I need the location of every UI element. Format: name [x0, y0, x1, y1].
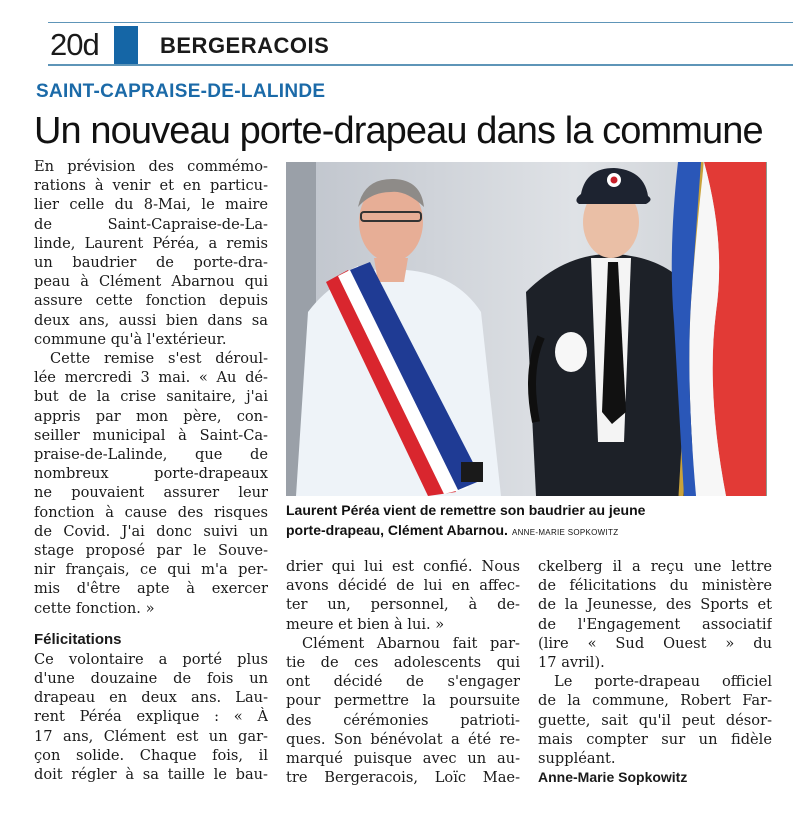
text-line: de Saint-Capraise-de-La-: [34, 215, 268, 233]
photo-credit: ANNE-MARIE SOPKOWITZ: [511, 528, 619, 537]
text-line: deux ans, aussi bien dans sa: [34, 311, 268, 329]
text-line: commune qu'à l'extérieur.: [34, 330, 227, 348]
text-line: 17 ans, Clément est un gar-: [34, 727, 268, 745]
caption-line-1: Laurent Péréa vient de remettre son baudrier au jeune: [286, 502, 646, 518]
text-line: cette fonction. »: [34, 599, 155, 617]
article-column-2: [286, 557, 520, 787]
text-line: Cette remise s'est déroul-: [50, 350, 268, 368]
top-rule: [48, 22, 793, 23]
article-column-3: [538, 557, 772, 787]
text-line: but de la crise sanitaire, j'ai: [34, 388, 268, 406]
section-color-block: [114, 26, 138, 64]
text-line: Ce volontaire a porté plus: [34, 650, 268, 668]
article-photo: [286, 162, 767, 496]
text-line: nir français, ce qui m'a per-: [34, 561, 268, 579]
text-line: lier celle du 8-Mai, le maire: [34, 196, 268, 214]
text-line: rations à venir et en particu-: [34, 177, 268, 195]
text-line: drapeau en deux ans. Lau-: [34, 689, 268, 707]
text-line: des cérémonies patrioti-: [286, 711, 520, 729]
text-line: avons décidé de lui en affec-: [286, 577, 520, 595]
text-line: assure cette fonction depuis: [34, 292, 268, 310]
photo-illustration: [286, 162, 767, 496]
text-line: En prévision des commémo-: [34, 158, 268, 175]
text-line: mis d'être apte à exercer: [34, 580, 268, 598]
text-line: de Covid. J'ai donc suivi un: [34, 522, 268, 540]
text-line: fonction à cause des risques: [34, 503, 268, 521]
photo-caption: [286, 500, 776, 543]
text-line: pour permettre la poursuite: [286, 692, 520, 710]
text-line: de la Jeunesse, des Sports et: [538, 596, 772, 614]
text-line: stage proposé par le Souve-: [34, 542, 268, 560]
text-line: drier qui lui est confié. Nous: [286, 558, 520, 575]
text-line: çon solide. Chaque fois, il: [34, 746, 268, 764]
text-line: nombreux porte-drapeaux: [34, 465, 268, 483]
text-line: doit régler à sa taille le bau-: [34, 766, 268, 784]
text-line: d'une douzaine de fois un: [34, 670, 268, 688]
caption-line-2: porte-drapeau, Clément Abarnou.: [286, 522, 508, 538]
text-line: ter un, personnel, à de-: [286, 596, 520, 614]
text-line: praise-de-Lalinde, que de: [34, 446, 268, 464]
text-line: tie de ces adolescents qui: [286, 654, 520, 672]
page-header: [48, 26, 793, 64]
text-line: Le porte-drapeau officiel: [554, 673, 772, 691]
article-kicker: SAINT-CAPRAISE-DE-LALINDE: [36, 81, 326, 102]
text-line: (lire « Sud Ouest » du: [538, 634, 772, 652]
text-line: de félicitations du ministère: [538, 577, 772, 595]
text-line: ckelberg il a reçu une lettre: [538, 558, 772, 575]
text-line: linde, Laurent Péréa, a remis: [34, 234, 268, 252]
text-line: mais compter sur un fidèle: [538, 730, 772, 748]
text-line: seiller municipal à Saint-Ca-: [34, 426, 268, 444]
text-line: appris par mon père, con-: [34, 407, 268, 425]
text-line: ne pouvaient assurer leur: [34, 484, 268, 502]
text-line: lée mercredi 3 mai. « Au dé-: [34, 369, 268, 387]
author-signature: Anne-Marie Sopkowitz: [538, 769, 688, 786]
text-line: guette, sait qu'il peut désor-: [538, 711, 772, 729]
text-line: ont décidé de s'engager: [286, 673, 520, 691]
page-number: 20d: [50, 27, 99, 62]
text-line: peau à Clément Abarnou qui: [34, 273, 268, 291]
text-line: rent Péréa explique : « À: [34, 708, 268, 726]
text-line: suppléant.: [538, 750, 616, 768]
text-line: un baudrier de porte-dra-: [34, 254, 268, 272]
text-line: meure et bien à lui. »: [286, 615, 445, 633]
text-line: Clément Abarnou fait par-: [302, 634, 520, 652]
text-line: 17 avril).: [538, 654, 605, 672]
article-title: Un nouveau porte-drapeau dans la commune: [34, 110, 763, 152]
section-name: BERGERACOIS: [160, 33, 330, 58]
text-line: ques. Son bénévolat a été re-: [286, 730, 520, 748]
text-line: de la commune, Robert Far-: [538, 692, 772, 710]
text-line: tre Bergeracois, Loïc Mae-: [286, 769, 520, 787]
subheading: Félicitations: [34, 630, 122, 648]
article-column-1: [34, 157, 268, 784]
header-rule: [48, 64, 793, 66]
text-line: de l'Engagement associatif: [538, 615, 772, 633]
text-line: marqué puisque avec un au-: [286, 750, 520, 768]
